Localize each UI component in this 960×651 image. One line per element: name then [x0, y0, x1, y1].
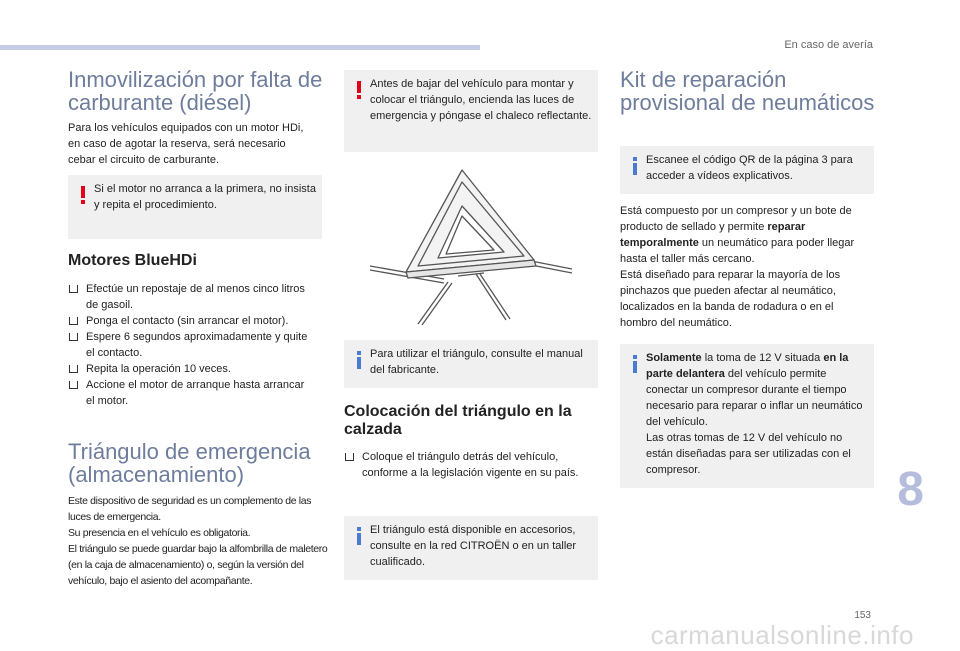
bluehdi-steps	[68, 281, 308, 409]
checkbox-bullet-icon	[69, 381, 78, 389]
section-label: En caso de avería	[784, 39, 873, 51]
triangle-warning-text: Antes de bajar del vehículo para montar y colocar el triángulo, encienda las luces de emergencia y póngase el chaleco reflectante.	[370, 78, 592, 122]
fuel-warning-box	[68, 175, 322, 239]
checkbox-bullet-icon	[69, 285, 78, 293]
triangle-info-text: Para utilizar el triángulo, consulte el manual del fabricante.	[370, 348, 583, 376]
qr-info-box	[620, 146, 874, 194]
kit-text-2: Está diseñado para reparar la mayoría de los pinchazos que pueden afectar al neumático, localizados en la banda de rodadura o en el hombro del neumático.	[620, 269, 841, 329]
list-item: Espere 6 segundos aproximadamente y quite el contacto.	[68, 329, 308, 361]
placement-title: Colocación del triángulo en la calzada	[344, 403, 572, 438]
info-i-icon	[628, 354, 642, 374]
checkbox-bullet-icon	[69, 333, 78, 341]
triangle-info-box	[344, 340, 598, 388]
triangle-storage-text	[68, 493, 330, 589]
info-i-icon	[628, 156, 642, 176]
chapter-number: 8	[897, 463, 924, 516]
checkbox-bullet-icon	[69, 317, 78, 325]
warning-exclamation-icon	[76, 185, 90, 205]
warning-exclamation-icon	[352, 80, 366, 100]
info-i-icon	[352, 526, 366, 546]
watermark: carmanualsonline.info	[650, 620, 914, 650]
socket-info-box	[620, 344, 874, 488]
paragraph: Este dispositivo de seguridad es un complemento de las luces de emergencia.	[68, 495, 312, 523]
checkbox-bullet-icon	[69, 365, 78, 373]
list-item: Coloque el triángulo detrás del vehículo, conforme a la legislación vigente en su país.	[344, 449, 580, 481]
socket-info-text: Solamente la toma de 12 V situada en la parte delantera del vehículo permite conectar un compresor durante el tiempo necesario para reparar o inflar un neumático del vehículo. Las otras tomas de 12 V del vehículo no están diseñadas para ser utilizadas con el compresor.	[646, 352, 863, 476]
warning-triangle-illustration	[366, 164, 576, 330]
fuel-warning-text: Si el motor no arranca a la primera, no insista y repita el procedimiento.	[94, 183, 316, 211]
kit-title: Kit de reparación provisional de neumáticos	[620, 67, 875, 115]
header-band	[0, 45, 480, 50]
paragraph: Su presencia en el vehículo es obligatoria.	[68, 527, 251, 539]
qr-info-text: Escanee el código QR de la página 3 para acceder a vídeos explicativos.	[646, 154, 853, 182]
triangle-storage-title: Triángulo de emergencia (almacenamiento)	[68, 439, 311, 487]
accessory-info-box	[344, 516, 598, 580]
kit-text-1: Está compuesto por un compresor y un bote de producto de sellado y permite reparar temporalmente un neumático para poder llegar hasta el taller más cercano.	[620, 205, 855, 265]
fuel-title: Inmovilización por falta de carburante (diésel)	[68, 67, 323, 115]
accessory-info-text: El triángulo está disponible en accesorios, consulte en la red CITROËN o en un taller cualificado.	[370, 524, 577, 568]
placement-steps	[344, 449, 580, 481]
list-item: Repita la operación 10 veces.	[68, 361, 308, 377]
bluehdi-title: Motores BlueHDi	[68, 252, 197, 269]
triangle-warning-box	[344, 70, 598, 152]
list-item: Ponga el contacto (sin arrancar el motor).	[68, 313, 308, 329]
page-number: 153	[854, 610, 871, 621]
info-i-icon	[352, 350, 366, 370]
list-item: Accione el motor de arranque hasta arrancar el motor.	[68, 377, 308, 409]
paragraph: El triángulo se puede guardar bajo la alfombrilla de maletero (en la caja de almacenamiento) o, según la versión del vehículo, bajo el asiento del acompañante.	[68, 543, 328, 587]
list-item: Efectúe un repostaje de al menos cinco litros de gasoil.	[68, 281, 308, 313]
fuel-text: Para los vehículos equipados con un motor HDi, en caso de agotar la reserva, será necesario cebar el circuito de carburante.	[68, 122, 304, 166]
checkbox-bullet-icon	[345, 453, 354, 461]
